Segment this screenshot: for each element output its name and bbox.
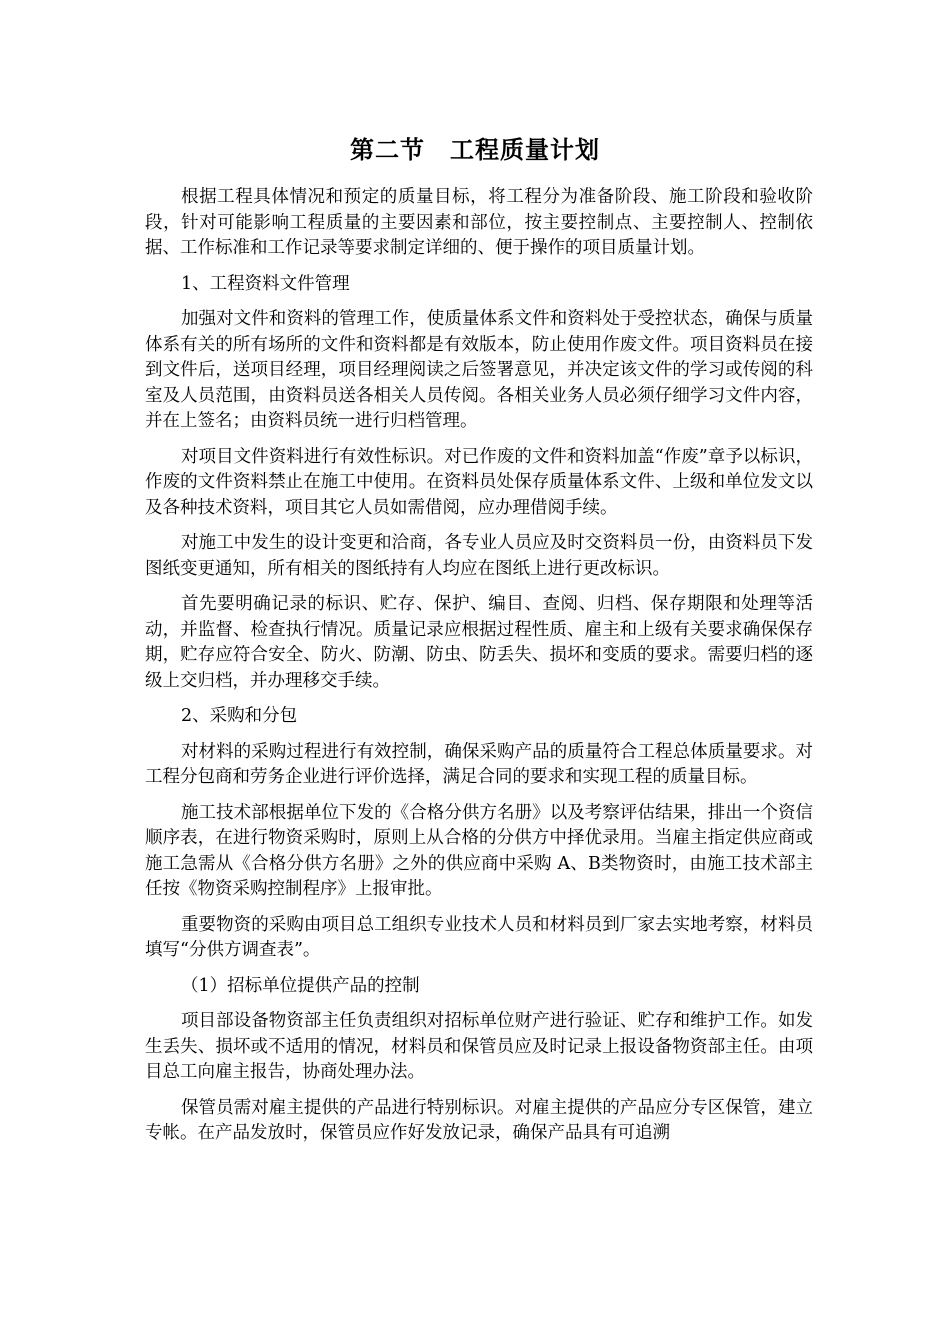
paragraph: 对材料的采购过程进行有效控制，确保采购产品的质量符合工程总体质量要求。对工程分包商和劳务企业进行评价选择，满足合同的要求和实现工程的质量目标。 [145,741,813,787]
document-body [145,185,813,1157]
paragraph: 对项目文件资料进行有效性标识。对已作废的文件和资料加盖“作废”章予以标识，作废的文件资料禁止在施工中使用。在资料员处保存质量体系文件、上级和单位发文以及各种技术资料，项目其它人员如需借阅，应办理借阅手续。 [145,446,813,518]
paragraph: 施工技术部根据单位下发的《合格分供方名册》以及考察评估结果，排出一个资信顺序表，在进行物资采购时，原则上从合格的分供方中择优录用。当雇主指定供应商或施工急需从《合格分供方名册》之外的供应商中采购 A、B类物资时，由施工技术部主任按《物资采购控制程序》上报审批。 [145,802,813,899]
subsection-heading: 2、采购和分包 [181,706,298,726]
paragraph: 对施工中发生的设计变更和洽商，各专业人员应及时交资料员一份，由资料员下发图纸变更通知，所有相关的图纸持有人均应在图纸上进行更改标识。 [145,533,813,579]
subsection-heading: 1、工程资料文件管理 [181,273,350,294]
paragraph: 加强对文件和资料的管理工作，使质量体系文件和资料处于受控状态，确保与质量体系有关的所有场所的文件和资料都是有效版本，防止使用作废文件。项目资料员在接到文件后，送项目经理，项目经理阅读之后签署意见，并决定该文件的学习或传阅的科室及人员范围，由资料员送各相关人员传阅。各相关业务人员必须仔细学习文件内容，并在上签名；由资料员统一进行归档管理。 [145,309,813,431]
section-title: 第二节 工程质量计划 [350,136,600,164]
paragraph: 项目部设备物资部主任负责组织对招标单位财产进行验证、贮存和维护工作。如发生丢失、损坏或不适用的情况，材料员和保管员应及时记录上报设备物资部主任。由项目总工向雇主报告，协商处理办法。 [145,1011,813,1082]
paragraph: 保管员需对雇主提供的产品进行特别标识。对雇主提供的产品应分专区保管，建立专帐。在产品发放时，保管员应作好发放记录，确保产品具有可追溯 [145,1097,813,1143]
paragraph: 重要物资的采购由项目总工组织专业技术人员和材料员到厂家去实地考察，材料员填写“分供方调查表”。 [145,914,813,960]
subsection-heading: （1）招标单位提供产品的控制 [181,975,420,996]
paragraph: 首先要明确记录的标识、贮存、保护、编目、查阅、归档、保存期限和处理等活动，并监督、检查执行情况。质量记录应根据过程性质、雇主和上级有关要求确保保存期，贮存应符合安全、防火、防潮、防虫、防丢失、损坏和变质的要求。需要归档的逐级上交归档，并办理移交手续。 [145,594,813,691]
paragraph: 根据工程具体情况和预定的质量目标，将工程分为准备阶段、施工阶段和验收阶段，针对可能影响工程质量的主要因素和部位，按主要控制点、主要控制人、控制依据、工作标准和工作记录等要求制定详细的、便于操作的项目质量计划。 [145,187,813,258]
